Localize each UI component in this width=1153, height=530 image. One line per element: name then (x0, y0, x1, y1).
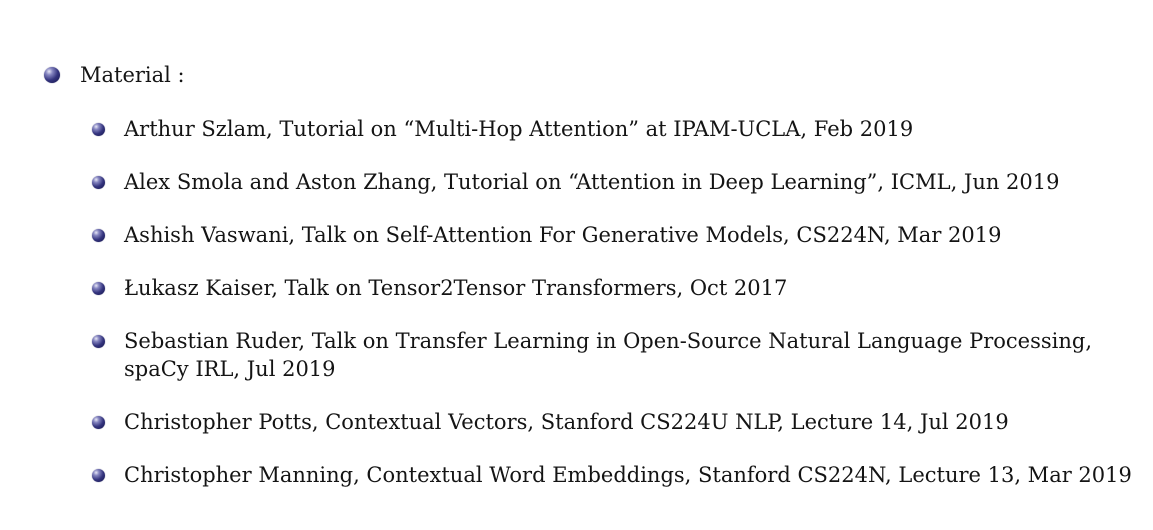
ball-bullet-icon (92, 229, 105, 242)
ball-bullet-icon (92, 469, 105, 482)
ball-bullet-icon (44, 67, 60, 83)
list-item (92, 408, 1142, 436)
list-item (92, 274, 1142, 302)
list-item-text: Ashish Vaswani, Talk on Self-Attention For Generative Models, CS224N, Mar 2019 (124, 223, 1002, 247)
list-item (92, 327, 1142, 383)
list-item-text: Christopher Potts, Contextual Vectors, Stanford CS224U NLP, Lecture 14, Jul 2019 (124, 410, 1009, 434)
heading-label: Material : (80, 63, 185, 87)
list-item (92, 168, 1142, 196)
ball-bullet-icon (92, 123, 105, 136)
ball-bullet-icon (92, 176, 105, 189)
list-item-text: Christopher Manning, Contextual Word Embeddings, Stanford CS224N, Lecture 13, Mar 2019 (124, 463, 1132, 487)
ball-bullet-icon (92, 416, 105, 429)
ball-bullet-icon (92, 335, 105, 348)
heading-row (44, 60, 185, 90)
ball-bullet-icon (92, 282, 105, 295)
list-item-text: Łukasz Kaiser, Talk on Tensor2Tensor Transformers, Oct 2017 (124, 276, 788, 300)
list-item (92, 221, 1142, 249)
list-item-line-1: Sebastian Ruder, Talk on Transfer Learning in Open-Source Natural Language Processing, (124, 329, 1092, 353)
material-list (92, 115, 1142, 514)
list-item-line-2: spaCy IRL, Jul 2019 (124, 357, 336, 381)
list-item (92, 461, 1142, 489)
list-item-text: Arthur Szlam, Tutorial on “Multi-Hop Attention” at IPAM-UCLA, Feb 2019 (124, 117, 914, 141)
list-item-text (124, 327, 1092, 383)
list-item (92, 115, 1142, 143)
list-item-text: Alex Smola and Aston Zhang, Tutorial on “Attention in Deep Learning”, ICML, Jun 2019 (124, 170, 1060, 194)
